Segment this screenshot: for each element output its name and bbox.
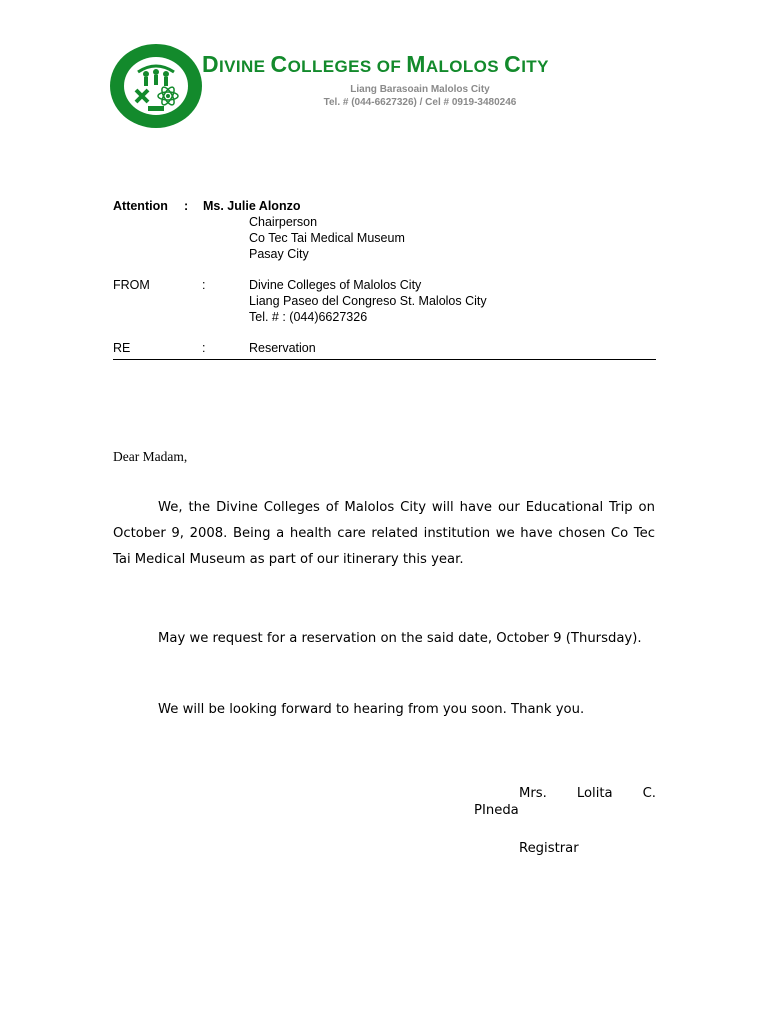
- salutation: Dear Madam,: [113, 449, 188, 464]
- attention-line-2: Co Tec Tai Medical Museum: [249, 231, 405, 245]
- attention-line: [113, 231, 656, 247]
- attention-line: [113, 247, 656, 263]
- name-word-3-cap: M: [406, 51, 426, 77]
- name-word-4-rest: ITY: [521, 57, 549, 76]
- from-line-2: Liang Paseo del Congreso St. Malolos City: [249, 294, 487, 308]
- from-colon: :: [202, 278, 206, 292]
- re-row: [113, 341, 656, 357]
- name-word-1-cap: D: [202, 51, 220, 77]
- letterhead-address: Liang Barasoain Malolos City: [350, 84, 490, 95]
- name-word-4-cap: C: [504, 51, 522, 77]
- name-word-2-rest: OLLEGES OF: [287, 57, 407, 76]
- from-line-1: Divine Colleges of Malolos City: [249, 278, 422, 292]
- spacer: [113, 263, 656, 278]
- re-colon: :: [202, 341, 206, 355]
- from-label: FROM: [113, 278, 150, 292]
- re-label: RE: [113, 341, 131, 355]
- attention-name: Ms. Julie Alonzo: [203, 199, 301, 213]
- from-line: [113, 310, 656, 326]
- body-paragraph-3: We will be looking forward to hearing from you soon. Thank you.: [158, 702, 585, 717]
- signatory-title: Registrar: [519, 841, 579, 856]
- attention-line-1: Chairperson: [249, 215, 318, 229]
- from-row: [113, 278, 656, 294]
- spacer: [113, 326, 656, 341]
- attention-line-3: Pasay City: [249, 247, 309, 261]
- attention-row: [113, 199, 656, 215]
- attention-label: Attention: [113, 199, 168, 213]
- letterhead-phones: Tel. # (044-6627326) / Cel # 0919-3480246: [323, 97, 517, 108]
- name-word-2-cap: C: [270, 51, 288, 77]
- from-line: [113, 294, 656, 310]
- attention-colon: :: [184, 199, 189, 213]
- body-paragraph-2: May we request for a reservation on the said date, October 9 (Thursday).: [158, 631, 642, 646]
- signatory-name-line-2: PIneda: [474, 803, 519, 818]
- college-name: [202, 51, 549, 78]
- header-divider: [113, 359, 656, 360]
- re-value: Reservation: [249, 341, 316, 355]
- college-seal-logo: [108, 42, 204, 130]
- attention-line: [113, 215, 656, 231]
- body-paragraph-1: We, the Divine Colleges of Malolos City will have our Educational Trip on October 9, 2008. Being a health care related institution we have chosen Co Tec Tai Medical Museum as part of our itinerary this year.: [113, 500, 655, 567]
- name-word-3-rest: ALOLOS: [425, 57, 505, 76]
- from-line-3: Tel. # : (044)6627326: [249, 310, 368, 324]
- memo-header: [113, 199, 656, 357]
- signatory-name-line-1: Mrs. Lolita C.: [519, 786, 656, 801]
- name-word-1-rest: IVINE: [219, 57, 271, 76]
